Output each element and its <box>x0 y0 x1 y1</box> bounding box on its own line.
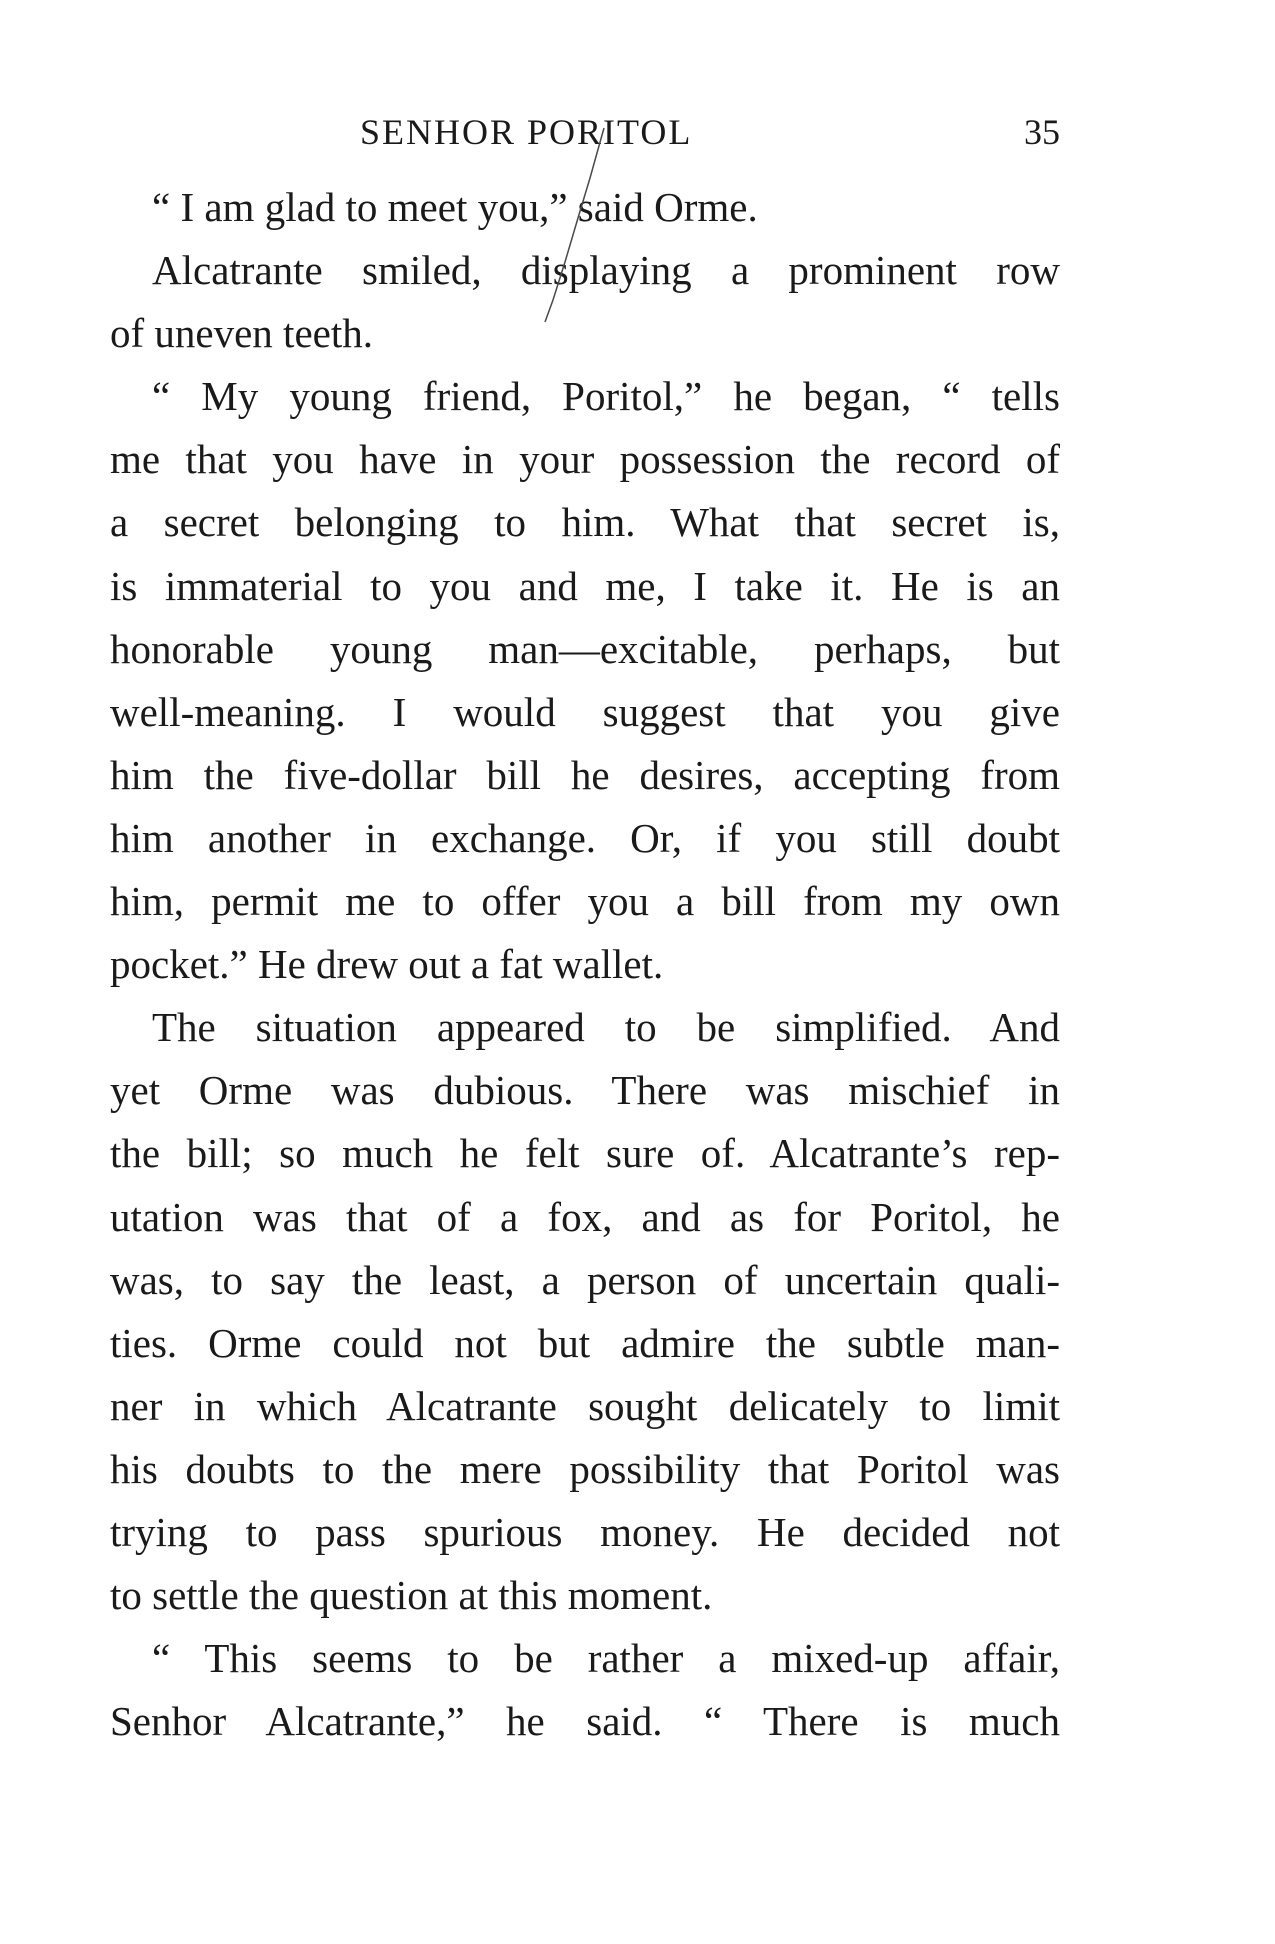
running-title: SENHOR PORITOL <box>360 112 693 152</box>
text-line: his doubts to the mere possibility that Poritol was <box>110 1445 1060 1492</box>
text-line: the bill; so much he felt sure of. Alcatrante’s rep- <box>110 1130 1060 1177</box>
text-line: trying to pass spurious money. He decided not <box>110 1508 1060 1555</box>
text-line: him, permit me to offer you a bill from my own <box>110 878 1060 925</box>
text-line: to settle the question at this moment. <box>110 1572 713 1619</box>
text-line: is immaterial to you and me, I take it. He is an <box>110 562 1060 609</box>
text-line: ties. Orme could not but admire the subtle man- <box>110 1319 1060 1366</box>
text-line: him another in exchange. Or, if you still doubt <box>110 814 1060 861</box>
text-line: him the five-dollar bill he desires, accepting from <box>110 751 1060 798</box>
text-line: “ My young friend, Poritol,” he began, “ tells <box>152 373 1060 420</box>
text-line: utation was that of a fox, and as for Poritol, he <box>110 1193 1060 1240</box>
text-line: of uneven teeth. <box>110 310 373 357</box>
text-line: Senhor Alcatrante,” he said. “ There is much <box>110 1698 1060 1745</box>
text-line: “ I am glad to meet you,” said Orme. <box>152 184 758 230</box>
body-text <box>110 176 1060 1753</box>
text-line: The situation appeared to be simplified. And <box>152 1004 1060 1051</box>
text-line: honorable young man—excitable, perhaps, but <box>110 625 1060 672</box>
page-number: 35 <box>1024 112 1060 152</box>
text-line: yet Orme was dubious. There was mischief in <box>110 1067 1060 1114</box>
text-line: ner in which Alcatrante sought delicately to limit <box>110 1382 1060 1429</box>
text-line: “ This seems to be rather a mixed-up affair, <box>152 1635 1060 1682</box>
running-head <box>360 104 1060 160</box>
text-line: well-meaning. I would suggest that you give <box>110 688 1060 735</box>
text-line: Alcatrante smiled, displaying a prominent row <box>152 247 1060 294</box>
text-line: me that you have in your possession the record of <box>110 436 1060 483</box>
text-line: was, to say the least, a person of uncertain quali- <box>110 1256 1060 1303</box>
text-line: pocket.” He drew out a fat wallet. <box>110 941 664 988</box>
text-line: a secret belonging to him. What that secret is, <box>110 499 1060 546</box>
